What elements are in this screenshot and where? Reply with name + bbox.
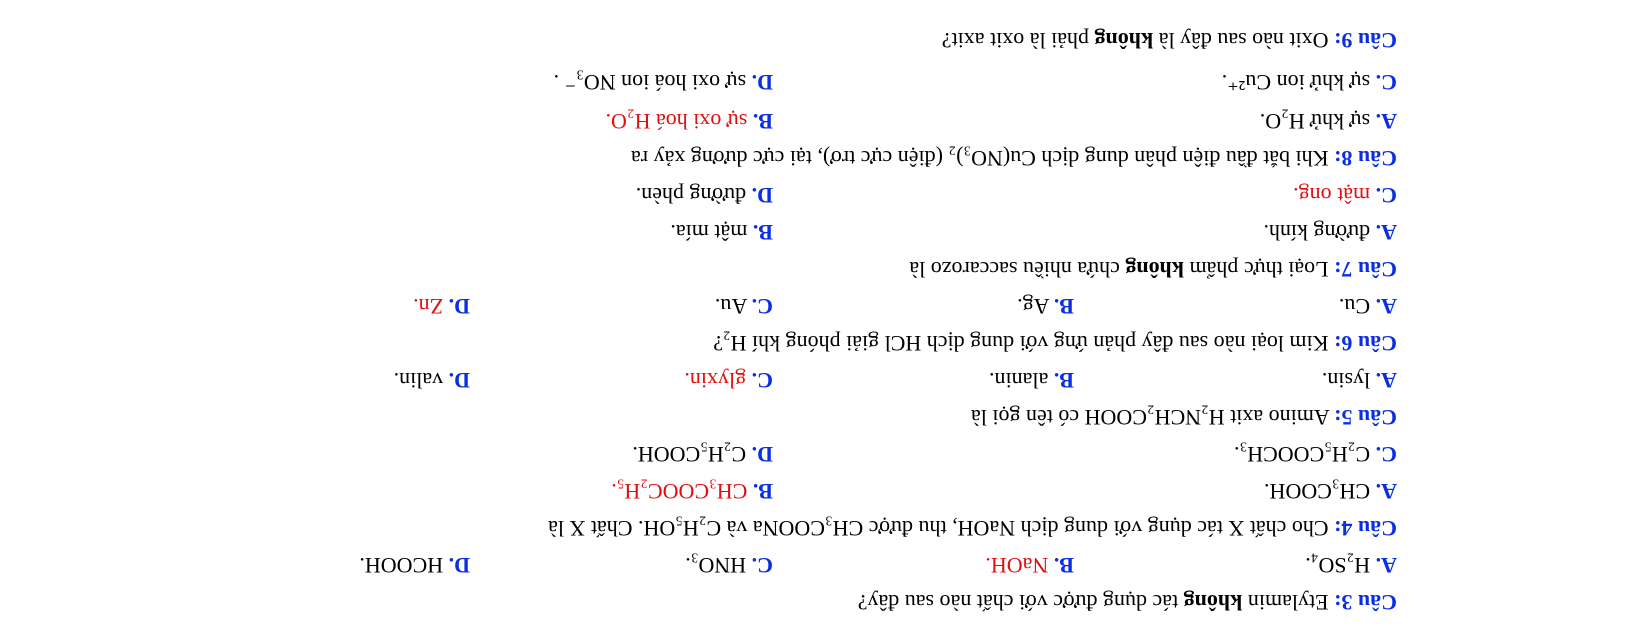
option-b <box>606 108 774 134</box>
option-text: glyxin. <box>684 368 747 393</box>
option-b <box>611 478 773 504</box>
option-text: Zn. <box>413 294 444 319</box>
option-a <box>1263 219 1397 245</box>
question-text: chứa nhiều saccarozo là <box>909 257 1120 282</box>
question-text: Kim loại nào sau đây phản ứng với dung dịch HCl giải phóng khí H₂? <box>713 331 1329 356</box>
option-a <box>1305 552 1397 578</box>
option-d <box>359 552 470 578</box>
emphasis-word: không <box>1183 590 1243 615</box>
option-text: CH₃COOH. <box>1264 479 1371 504</box>
question-text: Khi bắt đầu điện phân dung dịch Cu(NO₃)₂ (điện cực trơ), tại cực dương xảy ra <box>631 146 1329 171</box>
question-text: Amino axit H₂NCH₂COOH có tên gọi là <box>971 405 1330 430</box>
option-text: alanin. <box>989 368 1049 393</box>
question-number: Câu 8: <box>1334 146 1397 171</box>
question-4 <box>548 515 1397 541</box>
question-number: Câu 7: <box>1334 257 1397 282</box>
option-key: C. <box>751 368 773 393</box>
option-key: B. <box>752 220 773 245</box>
option-key: D. <box>751 70 773 95</box>
option-key: C. <box>751 553 773 578</box>
option-text: CH₃COOC₂H₅. <box>611 479 748 504</box>
option-key: D. <box>448 553 470 578</box>
option-text: mật ong. <box>1293 183 1371 208</box>
option-c <box>1222 69 1397 95</box>
option-d <box>394 367 470 393</box>
option-key: A. <box>1375 553 1397 578</box>
option-key: B. <box>1053 368 1074 393</box>
option-key: D. <box>448 294 470 319</box>
question-text: phải là oxit axit? <box>941 28 1089 53</box>
question-number: Câu 5: <box>1334 405 1397 430</box>
option-text: H₂SO₄. <box>1305 553 1371 578</box>
question-8 <box>631 145 1397 171</box>
option-text: Ag. <box>1017 294 1050 319</box>
option-d <box>413 293 470 319</box>
option-key: B. <box>1053 553 1074 578</box>
option-key: B. <box>752 109 773 134</box>
question-text: Cho chất X tác dụng với dung dịch NaOH, thu được CH₃COONa và C₂H₅OH. Chất X là <box>548 516 1329 541</box>
emphasis-word: không <box>1125 257 1185 282</box>
question-text: Oxit nào sau đây là <box>1158 28 1329 53</box>
option-text: HNO₃. <box>685 553 747 578</box>
option-d <box>632 441 773 467</box>
option-key: A. <box>1375 109 1397 134</box>
question-6 <box>713 330 1397 356</box>
option-a <box>1264 478 1397 504</box>
question-text: Etylamin <box>1247 590 1329 615</box>
option-c <box>1293 182 1397 208</box>
option-key: A. <box>1375 479 1397 504</box>
option-text: NaOH. <box>985 553 1049 578</box>
option-key: C. <box>1375 183 1397 208</box>
option-d <box>554 69 773 95</box>
option-text: mật mía. <box>670 220 748 245</box>
option-text: lysin. <box>1321 368 1371 393</box>
option-text: HCOOH. <box>359 553 444 578</box>
option-text: C₂H₅COOCH₃. <box>1234 442 1371 467</box>
option-c <box>1234 441 1397 467</box>
option-text: valin. <box>393 368 444 393</box>
question-number: Câu 6: <box>1334 331 1397 356</box>
option-text: đường phèn. <box>635 183 747 208</box>
question-number: Câu 9: <box>1334 28 1397 53</box>
question-number: Câu 4: <box>1334 516 1397 541</box>
option-b <box>1017 293 1074 319</box>
option-text: sự oxi hoá ion NO₃⁻ . <box>553 70 747 95</box>
option-key: C. <box>1375 442 1397 467</box>
option-text: sự khử ion Cu²⁺. <box>1221 70 1371 95</box>
option-a <box>1322 367 1397 393</box>
option-b <box>989 367 1074 393</box>
option-a <box>1260 108 1397 134</box>
option-d <box>636 182 773 208</box>
option-key: A. <box>1375 220 1397 245</box>
option-text: sự khử H₂O. <box>1259 109 1371 134</box>
question-3 <box>858 589 1397 615</box>
option-key: D. <box>448 368 470 393</box>
option-c <box>684 367 773 393</box>
option-b <box>985 552 1074 578</box>
question-text: tác dụng được với chất nào sau đây? <box>857 590 1179 615</box>
option-key: B. <box>752 479 773 504</box>
option-key: C. <box>1375 70 1397 95</box>
option-key: A. <box>1375 368 1397 393</box>
option-text: Cu. <box>1338 294 1371 319</box>
question-number: Câu 3: <box>1334 590 1397 615</box>
question-5 <box>971 404 1397 430</box>
option-b <box>670 219 773 245</box>
option-key: C. <box>751 294 773 319</box>
option-key: B. <box>1053 294 1074 319</box>
option-text: C₂H₅COOH. <box>632 442 747 467</box>
option-text: đường kính. <box>1263 220 1371 245</box>
option-text: Au. <box>714 294 748 319</box>
option-key: A. <box>1375 294 1397 319</box>
option-c <box>715 293 773 319</box>
option-a <box>1339 293 1397 319</box>
question-9 <box>942 27 1397 53</box>
option-key: D. <box>751 442 773 467</box>
question-text: Loại thực phẩm <box>1189 257 1329 282</box>
option-c <box>685 552 773 578</box>
option-key: D. <box>751 183 773 208</box>
emphasis-word: không <box>1094 28 1154 53</box>
question-7 <box>909 256 1397 282</box>
option-text: sự oxi hoá H₂O. <box>605 109 748 134</box>
